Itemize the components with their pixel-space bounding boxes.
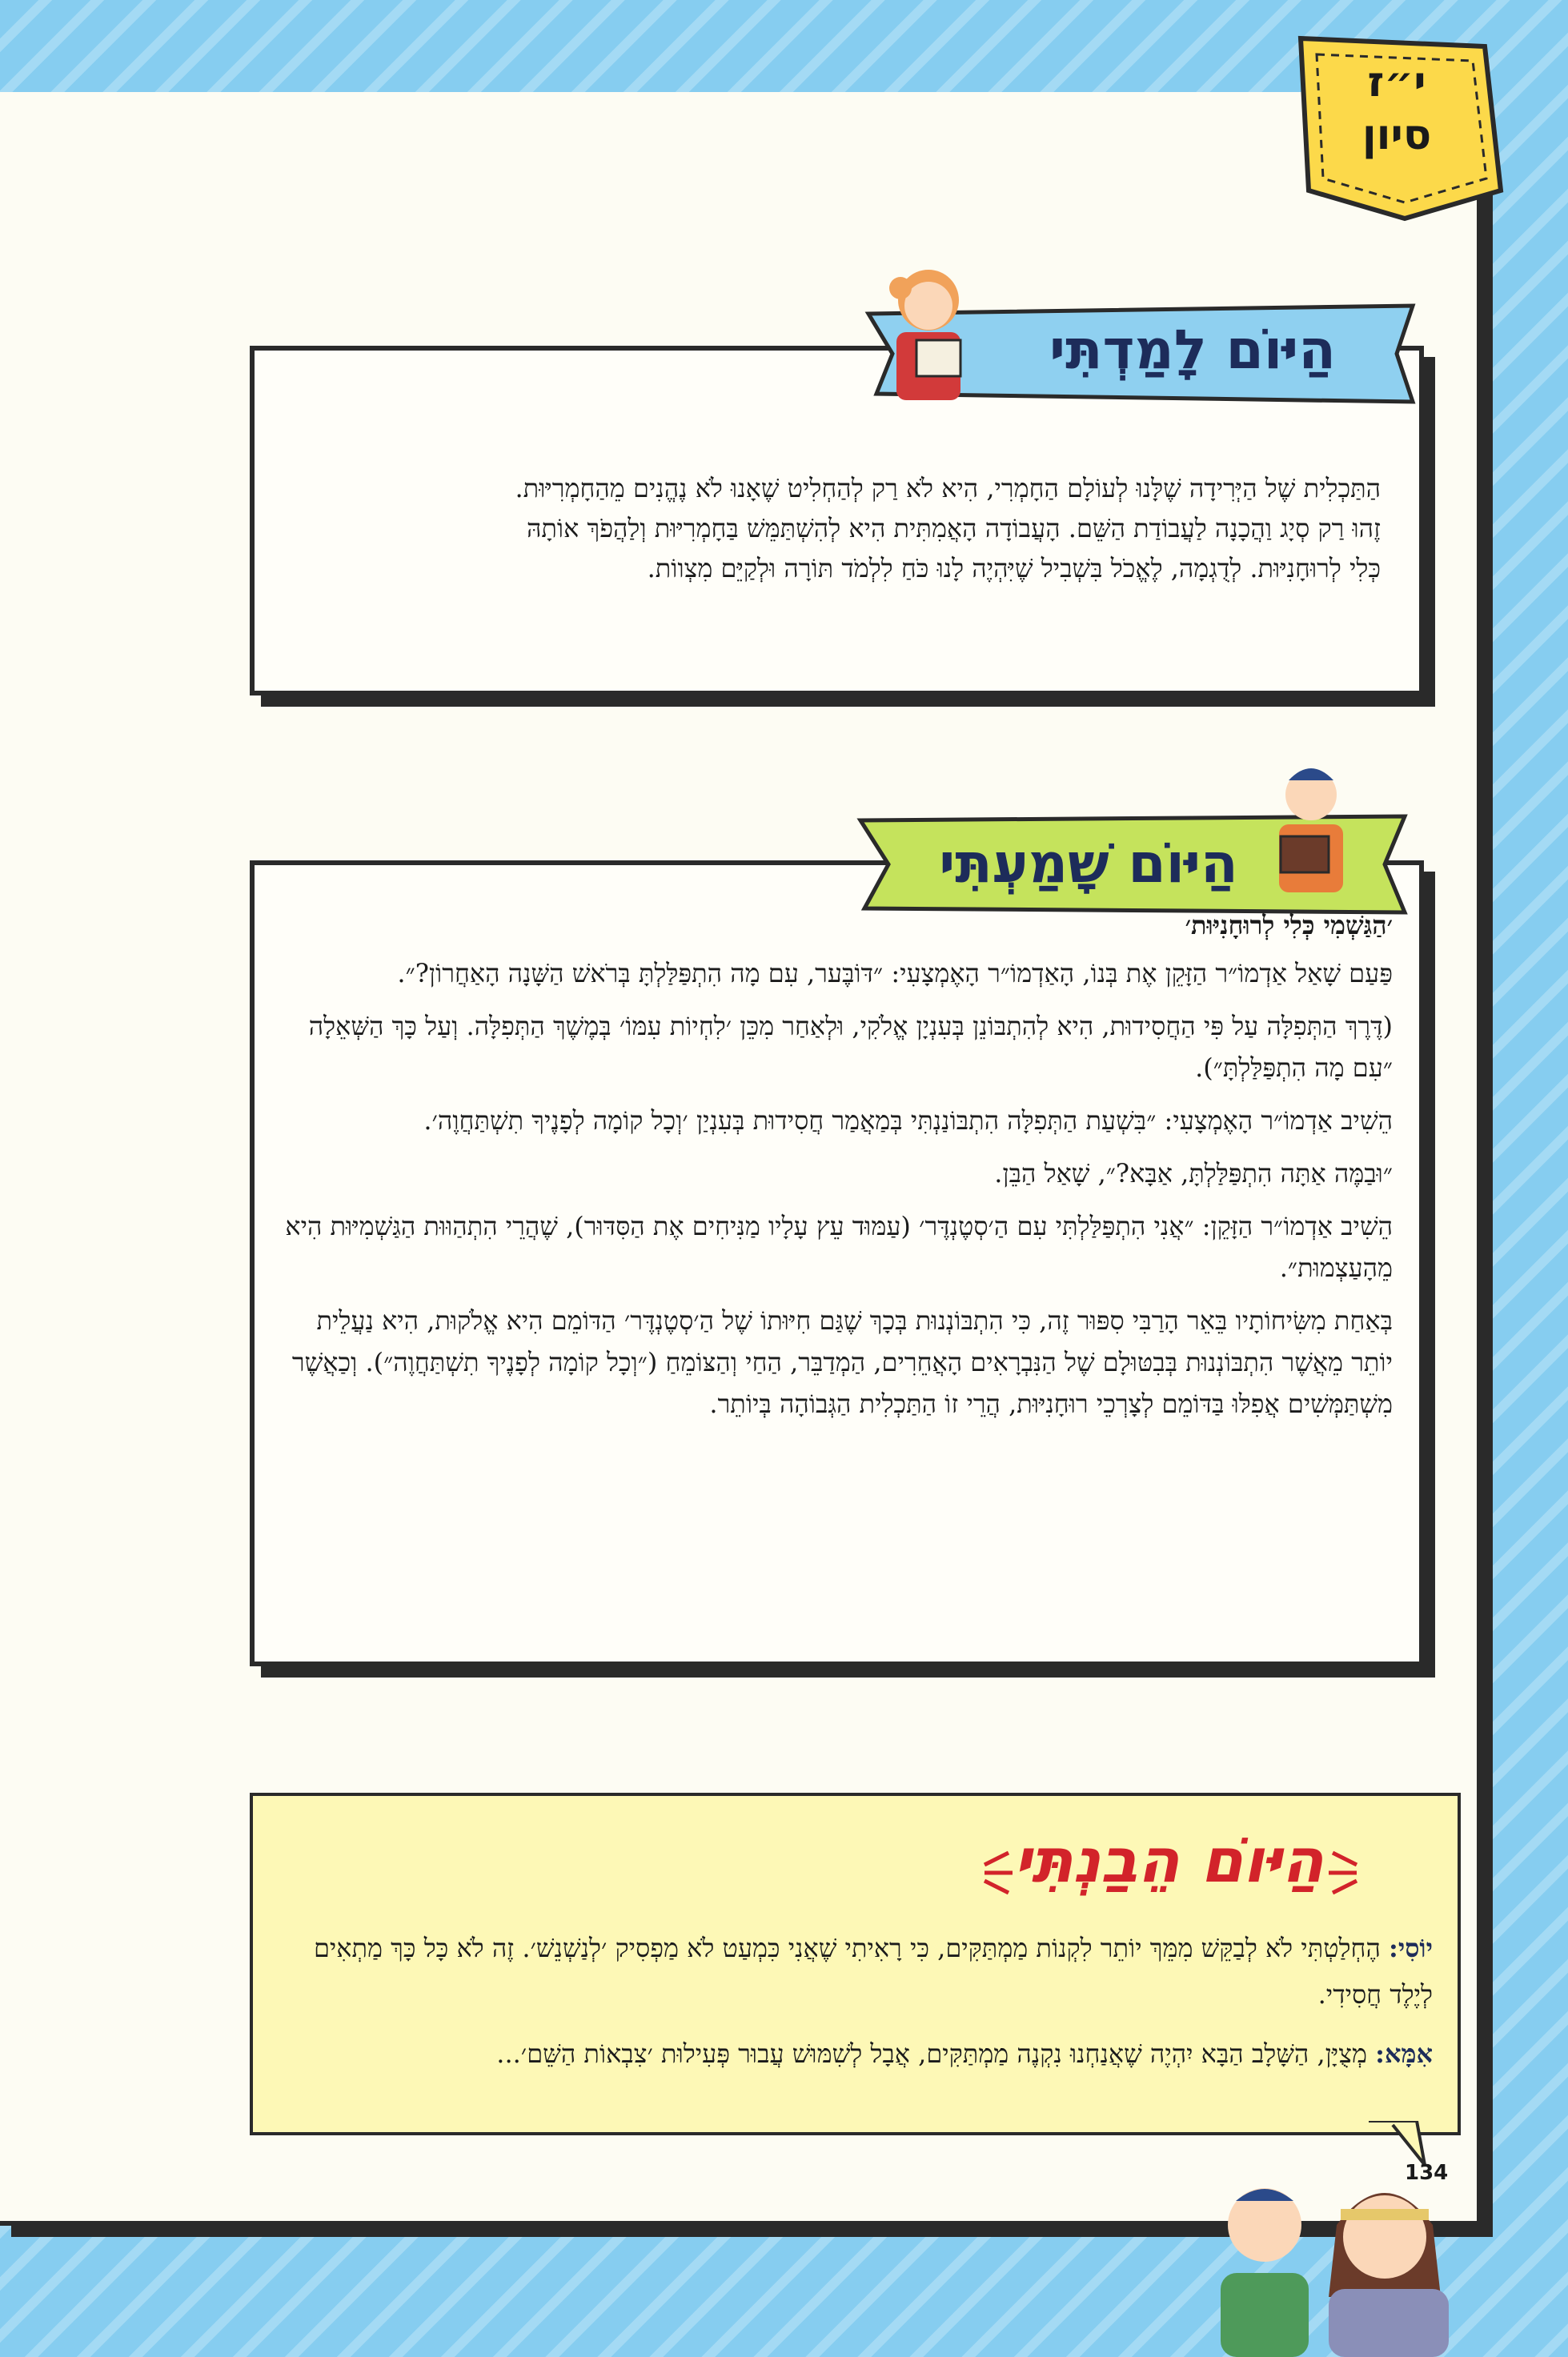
dialogue-text: הֶחְלַטְתִּי לֹא לְבַקֵּשׁ מִמֵּךְ יוֹתֵר לִקְנוֹת מַמְתַּקִּים, כִּי רָאִיתִי שֶׁאֲנִי כִּמְעַט לֹא מַפְסִיק ׳לְנַשְׁנֵשׁ׳. זֶה לֹא כָּל כָּךְ מַתְאִים לְיֶלֶד חֲסִידִי. <box>313 1933 1433 2010</box>
learned-line: הַתַּכְלִית שֶׁל הַיְּרִידָה שֶׁלָּנוּ לְעוֹלָם הַחָמְרִי, הִיא לֹא רַק לְהַחְלִיט שֶׁאָנוּ לֹא נֶהֱנִים מֵהַחָמְרִיּוּת. <box>515 473 1381 503</box>
heard-title: הַיּוֹם שָׁמַעְתִּי <box>939 832 1238 896</box>
page-number: 134 <box>1405 2161 1449 2185</box>
sparkle-left-icon <box>952 1837 1017 1901</box>
date-day: י״ז <box>1367 58 1426 106</box>
heard-text <box>280 904 1393 1436</box>
dialogue-speaker: יוֹסִי: <box>1389 1933 1433 1963</box>
date-label <box>1293 56 1501 162</box>
girl-reading-illustration <box>868 256 989 404</box>
dialogue-speaker: אִמָּא: <box>1375 2038 1433 2069</box>
heard-paragraph: פַּעַם שָׁאַל אַדְמוֹ״ר הַזָּקֵן אֶת בְּנוֹ, הָאַדְמוֹ״ר הָאֶמְצָעִי: ״דּוֹבֶּער, עִם מָה הִתְפַּלַּלְתָּ בְּרֹאשׁ הַשָּׁנָה הָאַחֲרוֹן?״. <box>397 958 1393 988</box>
heard-subtitle: ׳הַגַּשְׁמִי כְּלִי לְרוּחָנִיּוּת׳ <box>1185 910 1393 940</box>
mother-and-son-illustration <box>1201 2161 1465 2357</box>
heard-paragraph: (דֶּרֶךְ הַתְּפִלָּה עַל פִּי הַחֲסִידוּת, הִיא לְהִתְבּוֹנֵן בְּעִנְיָן אֱלֹקִי, וּלְאַחַר מִכֵּן ׳לִחְיוֹת עִמּוֹ׳ בְּמֶשֶׁךְ הַתְּפִלָּה. וְעַל כָּךְ הַשְּׁאֵלָה ״עִם מָה הִתְפַּלַּלְתָּ״). <box>308 1011 1393 1083</box>
date-month: סיון <box>1361 111 1432 159</box>
heard-paragraph: בְּאַחַת מִשִּׂיחוֹתָיו בֵּאֵר הָרַבִּי סִפּוּר זֶה, כִּי הִתְבּוֹנְנוּת בְּכָךְ שֶׁגַּם חִיּוּתוֹ שֶׁל הַ׳סְטֶנְדֶּר׳ הַדּוֹמֵם הִיא אֱלֹקוּת, הִיא נַעֲלֵית יוֹתֵר מֵאֲשֶׁר הִתְבּוֹנְנוּת בְּבִטּוּלָם שֶׁל הַנִּבְרָאִים הָאֲחֵרִים, הַמְדַבֵּר, הַחַי וְהַצּוֹמֵחַ (״וְכָל קוֹמָה לְפָנֶיךָ תִשְׁתַּחֲוֶה״). וְכַאֲשֶׁר מִשְׁתַּמְּשִׁים אֲפִלּוּ בַּדּוֹמֵם לְצָרְכֵי רוּחָנִיּוּת, הֲרֵי זוֹ הַתַּכְלִית הַגְּבוֹהָה בְּיוֹתֵר. <box>291 1305 1393 1419</box>
understood-title: הַיּוֹם הֵבַנְתִּי <box>1013 1825 1324 1896</box>
dialogue-line <box>276 1925 1433 2018</box>
heard-paragraph: ״וּבַמֶּה אַתָּה הִתְפַּלַּלְתָּ, אַבָּא?״, שָׁאַל הַבֵּן. <box>994 1158 1393 1189</box>
learned-line: זֶהוּ רַק סְיָג וַהֲכָנָה לַעֲבוֹדַת הַשֵּׁם. הָעֲבוֹדָה הָאֲמִתִּית הִיא לְהִשְׁתַּמֵּשׁ בַּחָמְרִיּוּת וְלַהֲפֹךְ אוֹתָהּ <box>526 513 1381 543</box>
understood-dialogue <box>276 1925 1433 2090</box>
heard-paragraph: הֵשִׁיב אַדְמוֹ״ר הָאֶמְצָעִי: ״בִּשְׁעַת הַתְּפִלָּה הִתְבּוֹנַנְתִּי בְּמַאֲמַר חֲסִידוּת בְּעִנְיַן ׳וְכָל קוֹמָה לְפָנֶיךָ תִשְׁתַּחֲוֶה׳. <box>423 1105 1393 1136</box>
dialogue-line <box>276 2030 1433 2077</box>
learned-line: כְּלִי לְרוּחָנִיּוּת. לְדֻגְמָה, לֶאֱכֹל בִּשְׁבִיל שֶׁיִּהְיֶה לָנוּ כֹּחַ לִלְמֹד תּוֹרָה וּלְקַיֵּם מִצְווֹת. <box>647 553 1381 583</box>
sparkle-right-icon <box>1325 1837 1389 1901</box>
heard-paragraph: הֵשִׁיב אַדְמוֹ״ר הַזָּקֵן: ״אֲנִי הִתְפַּלַּלְתִּי עִם הַ׳סְטֶנְדֶּר׳ (עַמּוּד עֵץ עָלָיו מַנִּיחִים אֶת הַסִּדּוּר), שֶׁהֲרֵי הִתְהַוּוּת הַגַּשְׁמִיּוּת הִיא מֵהָעַצְמוּת״. <box>285 1211 1393 1283</box>
learned-title: הַיּוֹם לָמַדְתִּי <box>1049 319 1336 382</box>
dialogue-text: מְצֻיָּן, הַשָּׁלָב הַבָּא יִהְיֶה שֶׁאֲנַחְנוּ נִקְנֶה מַמְתַּקִּים, אֲבָל לְשִׁמּוּשׁ עֲבוּר פְּעִילוּת ׳צִבְאוֹת הַשֵּׁם׳... <box>496 2038 1367 2069</box>
learned-text <box>288 468 1381 588</box>
